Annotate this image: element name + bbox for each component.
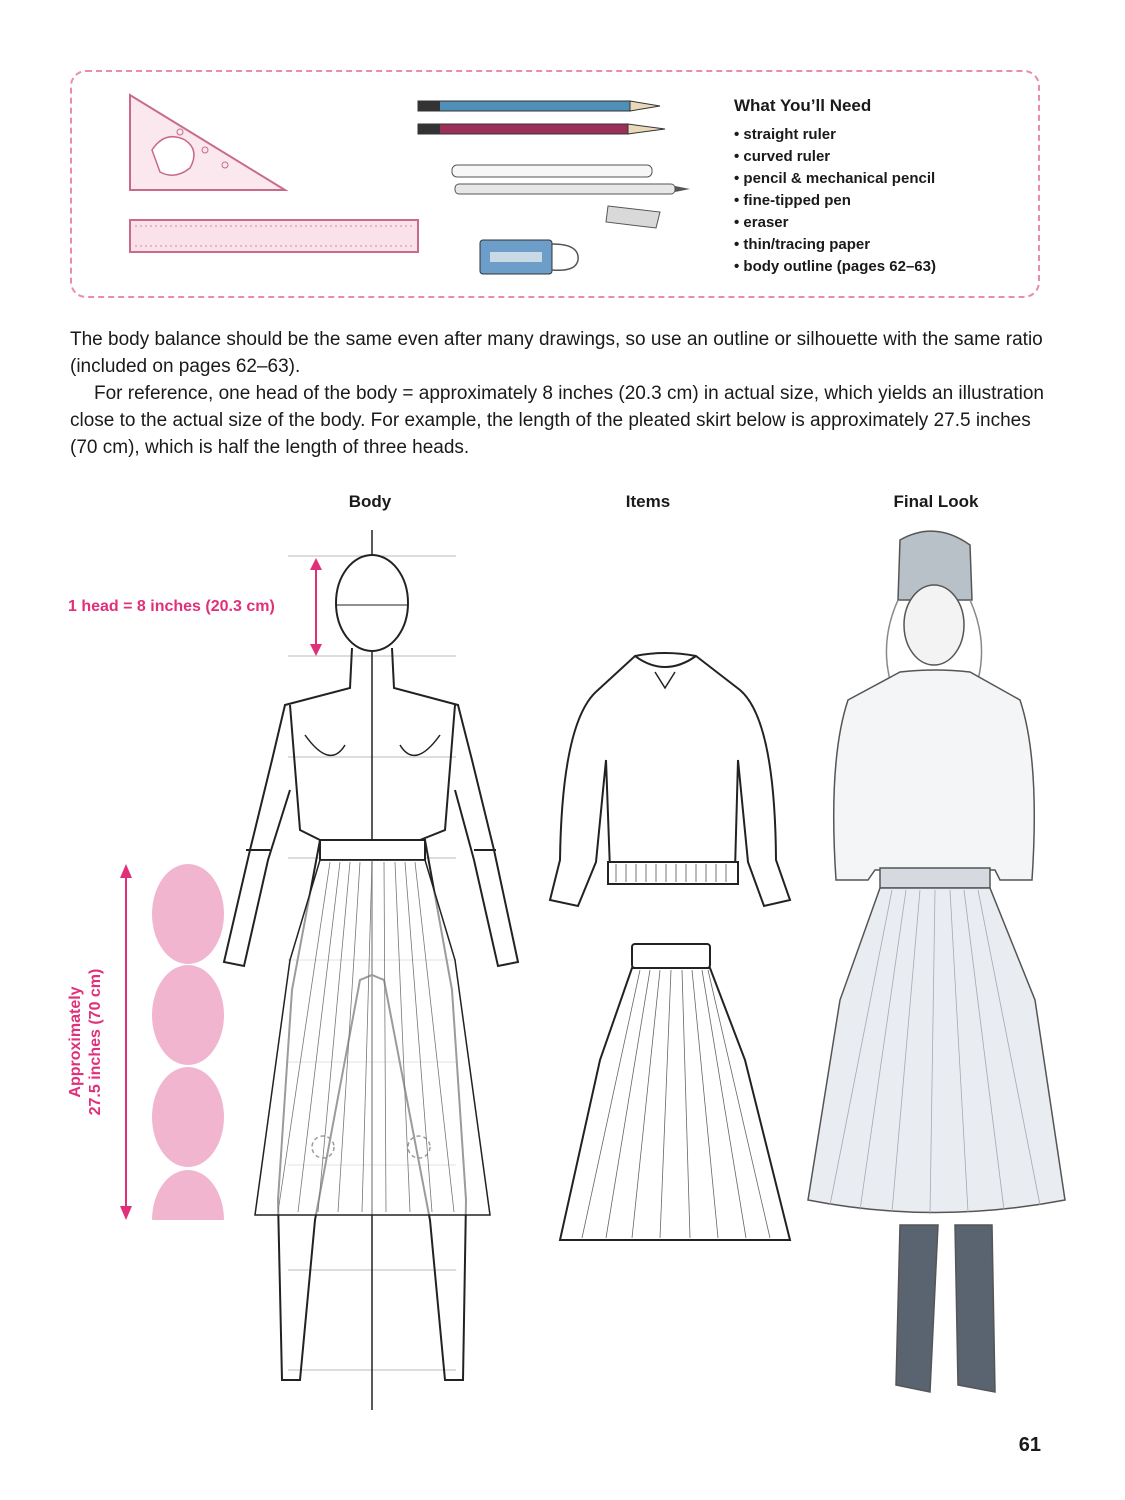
skirt-measure-arrow <box>120 864 132 1220</box>
head-measure-arrow <box>310 558 322 656</box>
final-look-figure <box>808 531 1065 1392</box>
list-item: • curved ruler <box>734 146 936 168</box>
column-heading-body: Body <box>348 492 392 511</box>
list-item: • pencil & mechanical pencil <box>734 168 936 190</box>
sweater-flat-drawing <box>550 653 790 906</box>
intro-paragraph-2: For reference, one head of the body = approximately 8 inches (20.3 cm) in actual size, which yields an illustration close to the actual size of the body. For example, the length of the pleated skirt below is approximately 27.5 inches (70 cm), which is half the length of three heads. <box>70 383 1044 458</box>
page-number: 61 <box>1018 1434 1041 1456</box>
list-item: • straight ruler <box>734 124 936 146</box>
skirt-length-label-line1: Approximately <box>67 986 84 1098</box>
skirt-length-label-line2: 27.5 inches (70 cm) <box>87 968 104 1116</box>
skirt-length-label <box>66 969 106 1116</box>
what-you-need-title: What You’ll Need <box>734 96 872 115</box>
pleated-skirt-flat-drawing <box>560 944 790 1240</box>
intro-paragraph-1: The body balance should be the same even after many drawings, so use an outline or silhouette with the same ratio (included on pages 62–63). <box>70 329 1043 377</box>
body-croquis-figure <box>224 530 518 1410</box>
list-item: • fine-tipped pen <box>734 190 936 212</box>
column-heading-final-look: Final Look <box>893 492 979 511</box>
column-heading-items: Items <box>625 492 671 511</box>
list-item: • eraser <box>734 212 936 234</box>
list-item: • thin/tracing paper <box>734 234 936 256</box>
head-measure-label: 1 head = 8 inches (20.3 cm) <box>68 598 275 615</box>
list-item: • body outline (pages 62–63) <box>734 256 936 278</box>
head-oval-markers <box>152 864 224 1220</box>
